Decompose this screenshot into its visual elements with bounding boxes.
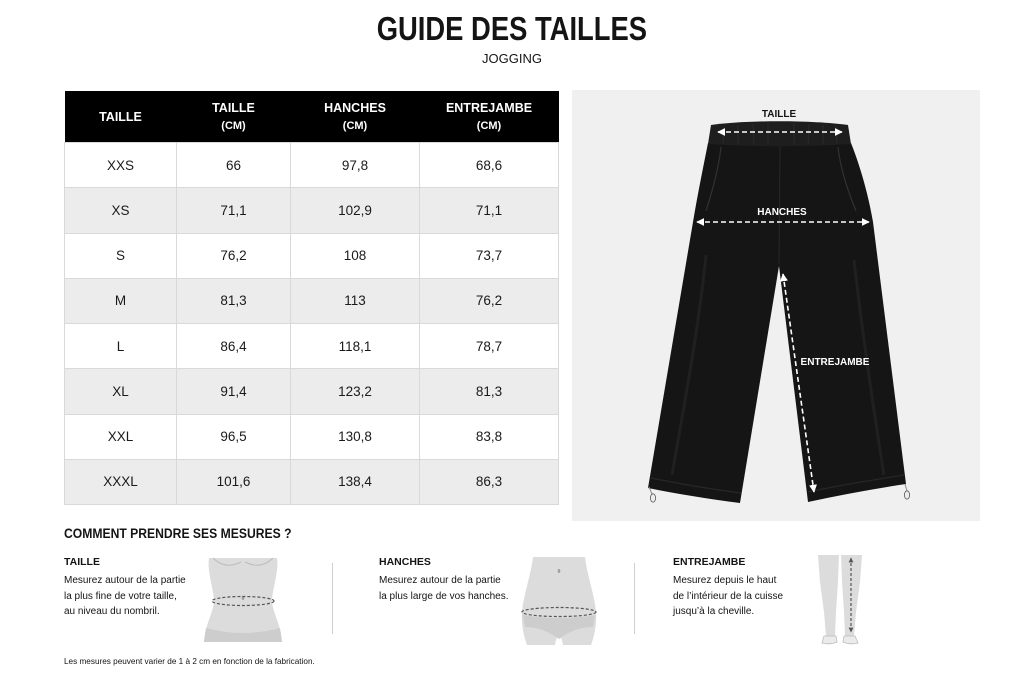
left-shoe [822,636,837,644]
cell-size: XS [65,188,177,233]
cell-inseam: 71,1 [420,188,559,233]
cell-size: XXS [65,143,177,188]
table-row [65,324,559,369]
page-title-text: GUIDE DES TAILLES [376,10,648,47]
cell-inseam: 78,7 [420,324,559,369]
size-table-body [65,143,559,505]
cell-hips: 108 [291,233,420,278]
cell-inseam: 81,3 [420,369,559,414]
cell-waist: 71,1 [177,188,291,233]
howto-item-title: HANCHES [379,556,431,568]
cell-hips: 123,2 [291,369,420,414]
size-table [64,91,559,505]
cord-stopper [650,494,655,502]
table-row [65,459,559,504]
pants-waistband [708,121,851,146]
inseam-measure-label: ENTREJAMBE [800,357,870,368]
cell-inseam: 68,6 [420,143,559,188]
pants-illustration-panel [572,90,980,521]
table-row [65,278,559,323]
inseam-measure-illustration [814,552,868,648]
cell-hips: 138,4 [291,459,420,504]
column-header-size [65,91,177,143]
cell-hips: 118,1 [291,324,420,369]
cell-hips: 102,9 [291,188,420,233]
cell-size: XXL [65,414,177,459]
waist-measure-label: TAILLE [761,109,797,120]
column-divider [332,563,333,634]
howto-text-line: de l’intérieur de la cuisse [673,590,784,602]
howto-text-line: Mesurez depuis le haut [673,575,777,586]
howto-text-line: au niveau du nombril. [64,606,160,617]
table-header-row [65,91,559,143]
cell-size: M [65,278,177,323]
waist-measure-illustration [203,554,287,646]
howto-text-line: la plus large de vos hanches. [379,590,509,602]
cell-waist: 91,4 [177,369,291,414]
table-row [65,369,559,414]
column-header-label: TAILLE [212,100,255,115]
table-row [65,414,559,459]
howto-text-line: Mesurez autour de la partie [379,575,501,586]
howto-text-line: Mesurez autour de la partie [64,575,186,586]
navel [558,569,561,573]
cell-waist: 101,6 [177,459,291,504]
column-header-label: HANCHES [324,100,386,115]
cell-inseam: 76,2 [420,278,559,323]
page-subtitle: JOGGING [482,51,542,66]
howto-item-title: ENTREJAMBE [673,556,746,568]
cell-inseam: 73,7 [420,233,559,278]
cell-waist: 66 [177,143,291,188]
howto-item-title: TAILLE [64,556,100,568]
right-drawstring-toggle [904,484,909,499]
table-row [65,143,559,188]
column-header-unit: (CM) [476,119,502,132]
hips-figure [519,555,601,647]
pants-body [648,143,906,503]
column-divider [634,563,635,634]
table-row [65,188,559,233]
hips-measure-label: HANCHES [757,207,807,218]
cell-inseam: 86,3 [420,459,559,504]
left-leg [818,555,839,636]
column-header-waist [177,91,291,143]
footnote: Les mesures peuvent varier de 1 à 2 cm en fonction de la fabrication. [64,657,315,666]
cell-waist: 76,2 [177,233,291,278]
cell-waist: 81,3 [177,278,291,323]
pants-diagram [572,90,980,521]
howto-item-inseam [673,556,823,620]
cell-size: XXXL [65,459,177,504]
cell-size: S [65,233,177,278]
page-title [0,11,1024,47]
column-header-inseam [420,91,559,143]
cord-stopper [904,491,909,499]
howto-item-hips [379,556,529,604]
cell-hips: 130,8 [291,414,420,459]
cell-waist: 96,5 [177,414,291,459]
cell-size: L [65,324,177,369]
torso-figure [203,554,287,646]
column-header-unit: (CM) [221,119,246,132]
legs-figure [814,552,868,648]
cell-hips: 113 [291,278,420,323]
right-shoe [843,636,858,644]
howto-text-line: la plus fine de votre taille, [64,590,177,602]
column-header-hips [291,91,420,143]
cell-waist: 86,4 [177,324,291,369]
cell-hips: 97,8 [291,143,420,188]
howto-text-line: jusqu’à la cheville. [673,606,755,617]
table-row [65,233,559,278]
column-header-unit: (CM) [342,119,368,132]
cell-size: XL [65,369,177,414]
cell-inseam: 83,8 [420,414,559,459]
drawstring-cord [905,484,907,491]
howto-item-waist [64,556,214,620]
hips-measure-illustration [519,555,601,647]
column-header-label: TAILLE [99,109,142,124]
column-header-label: ENTREJAMBE [445,100,533,115]
how-to-measure-title: COMMENT PRENDRE SES MESURES ? [64,526,292,541]
